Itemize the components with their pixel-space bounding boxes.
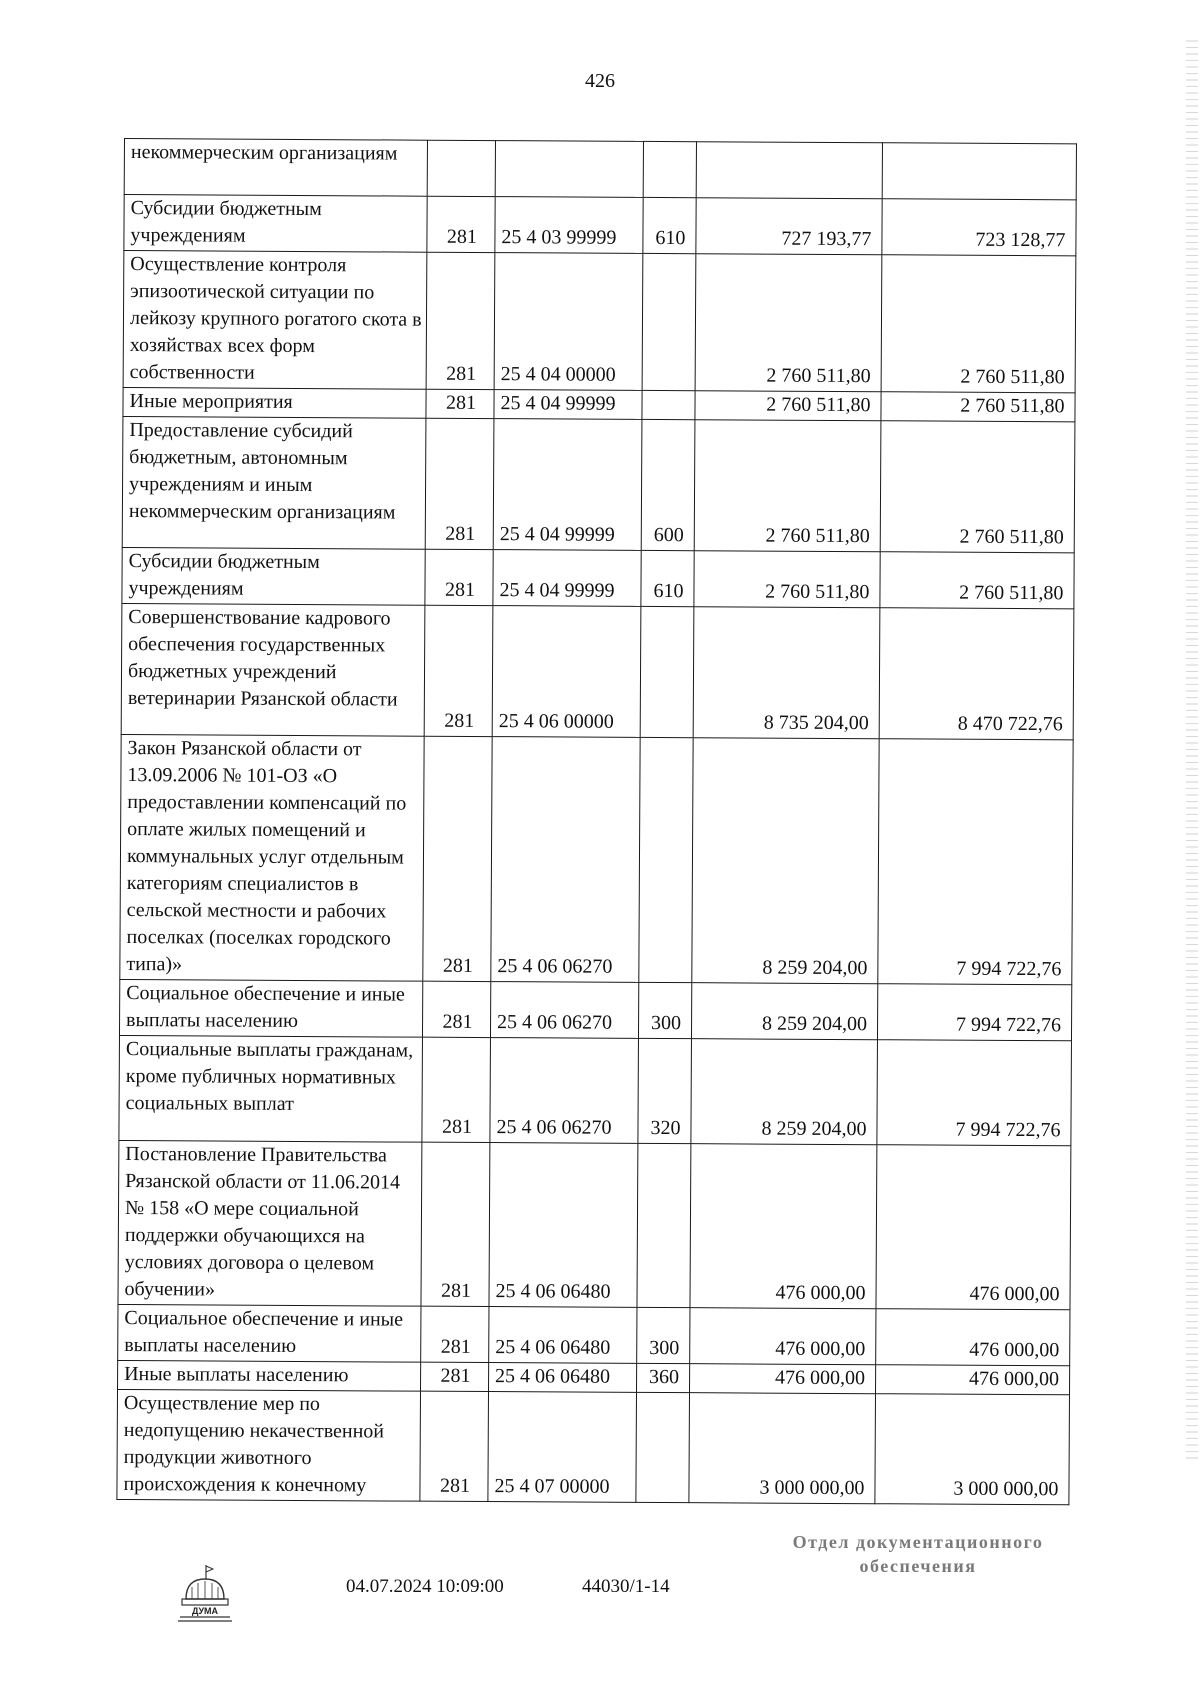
gr-code-cell: 281 <box>422 1037 491 1142</box>
gr-code-cell: 281 <box>421 1306 489 1362</box>
gr-code-cell <box>427 140 495 196</box>
budget-table <box>116 138 1077 1505</box>
table-row <box>119 979 1071 1040</box>
csr-code-cell: 25 4 06 06270 <box>490 1038 639 1144</box>
csr-code-cell: 25 4 06 06480 <box>489 1143 638 1308</box>
csr-code-cell: 25 4 04 00000 <box>494 253 643 391</box>
table-row <box>117 1389 1070 1504</box>
amount-cell-2: 476 000,00 <box>875 1365 1069 1395</box>
vr-code-cell <box>642 390 695 419</box>
row-name-cell: Совершенствование кадрового обеспечения государственных бюджетных учреждений ветеринарии Рязанской области <box>121 603 425 736</box>
csr-code-cell: 25 4 06 06480 <box>489 1307 637 1364</box>
stamp-line-2: обеспечения <box>859 1556 977 1576</box>
amount-cell-1: 2 760 511,80 <box>695 391 881 421</box>
row-name-cell: Осуществление контроля эпизоотической ситуации по лейкозу крупного рогатого скота в хозяйствах всех форм собственности <box>123 251 427 390</box>
amount-cell-2: 7 994 722,76 <box>878 739 1073 985</box>
scan-edge-artifact <box>1186 40 1198 1460</box>
table-row <box>122 547 1074 608</box>
footer-document-number: 44030/1-14 <box>582 1576 670 1597</box>
row-name-cell: Субсидии бюджетным учреждениям <box>124 195 427 253</box>
duma-logo-icon <box>176 1563 234 1625</box>
amount-cell-2: 2 760 511,80 <box>881 255 1076 393</box>
vr-code-cell: 320 <box>638 1038 692 1143</box>
amount-cell-2: 8 470 722,76 <box>879 608 1074 740</box>
row-name-cell: Предоставление субсидий бюджетным, автономным учреждениям и иным некоммерческим организациям <box>122 416 426 549</box>
amount-cell-1: 727 193,77 <box>696 198 882 255</box>
page-number: 426 <box>585 70 615 92</box>
csr-code-cell: 25 4 04 99999 <box>493 419 642 551</box>
amount-cell-2: 7 994 722,76 <box>877 1040 1072 1146</box>
csr-code-cell: 25 4 04 99999 <box>494 390 642 420</box>
department-stamp <box>768 1530 1068 1578</box>
row-name-cell: Социальное обеспечение и иные выплаты населению <box>118 1304 421 1362</box>
table-row <box>122 416 1075 552</box>
amount-cell-1: 3 000 000,00 <box>689 1393 876 1504</box>
amount-cell-2: 2 760 511,80 <box>880 421 1075 553</box>
row-name-cell: некоммерческим организациям <box>124 139 427 197</box>
vr-code-cell: 610 <box>641 550 694 606</box>
gr-code-cell: 281 <box>426 389 494 418</box>
amount-cell-2: 7 994 722,76 <box>877 984 1071 1041</box>
amount-cell-1: 476 000,00 <box>690 1144 877 1309</box>
gr-code-cell: 281 <box>424 605 493 736</box>
row-name-cell: Постановление Правительства Рязанской области от 11.06.2014 № 158 «О мере социальной поддержки обучающихся на условиях договора о целевом обучении» <box>118 1140 422 1306</box>
table-row <box>119 1035 1072 1145</box>
gr-code-cell: 281 <box>423 736 492 981</box>
amount-cell-1: 2 760 511,80 <box>695 254 882 392</box>
csr-code-cell: 25 4 06 00000 <box>492 606 641 738</box>
table-row <box>124 139 1076 200</box>
amount-cell-2: 476 000,00 <box>876 1309 1070 1366</box>
amount-cell-1: 8 259 204,00 <box>691 1039 878 1145</box>
gr-code-cell: 281 <box>420 1391 489 1501</box>
table-row <box>118 1304 1070 1365</box>
amount-cell-1: 8 735 204,00 <box>693 607 880 739</box>
vr-code-cell <box>639 737 693 982</box>
vr-code-cell <box>636 1392 690 1502</box>
gr-code-cell: 281 <box>425 418 494 549</box>
table-row <box>118 1140 1071 1309</box>
amount-cell-1: 476 000,00 <box>690 1308 876 1365</box>
vr-code-cell: 610 <box>643 197 696 253</box>
table-row <box>124 195 1076 256</box>
gr-code-cell: 281 <box>421 1142 490 1306</box>
csr-code-cell: 25 4 07 00000 <box>488 1392 637 1503</box>
csr-code-cell: 25 4 06 06270 <box>491 737 640 983</box>
amount-cell-2: 476 000,00 <box>876 1145 1071 1310</box>
vr-code-cell: 360 <box>637 1363 690 1392</box>
table-row <box>121 603 1074 739</box>
svg-text:ДУМА: ДУМА <box>191 1606 219 1616</box>
row-name-cell: Иные выплаты населению <box>118 1360 421 1391</box>
stamp-line-1: Отдел документационного <box>792 1532 1044 1552</box>
table-row <box>120 734 1073 984</box>
gr-code-cell: 281 <box>422 981 490 1037</box>
gr-code-cell: 281 <box>426 252 495 389</box>
csr-code-cell: 25 4 06 06480 <box>489 1363 637 1393</box>
amount-cell-2: 723 128,77 <box>882 199 1076 256</box>
row-name-cell: Социальные выплаты гражданам, кроме публичных нормативных социальных выплат <box>119 1035 423 1142</box>
vr-code-cell <box>642 253 696 390</box>
amount-cell-1: 8 259 204,00 <box>691 983 877 1040</box>
csr-code-cell <box>495 141 643 198</box>
amount-cell-2: 2 760 511,80 <box>881 392 1075 422</box>
row-name-cell: Иные мероприятия <box>123 387 426 418</box>
footer-timestamp: 04.07.2024 10:09:00 <box>346 1576 504 1597</box>
row-name-cell: Социальное обеспечение и иные выплаты населению <box>119 979 422 1037</box>
csr-code-cell: 25 4 04 99999 <box>493 550 641 607</box>
vr-code-cell <box>640 606 694 737</box>
gr-code-cell: 281 <box>421 1362 489 1391</box>
amount-cell-1: 2 760 511,80 <box>694 551 880 608</box>
budget-table-wrapper <box>116 138 1076 1505</box>
amount-cell-2 <box>882 143 1076 200</box>
csr-code-cell: 25 4 06 06270 <box>490 982 638 1039</box>
vr-code-cell <box>643 141 696 197</box>
amount-cell-2: 2 760 511,80 <box>880 552 1074 609</box>
row-name-cell: Закон Рязанской области от 13.09.2006 № 101-ОЗ «О предоставлении компенсаций по оплате жилых помещений и коммунальных услуг отдельным категориям специалистов в сельской местности и рабочих поселках (поселках городского типа)» <box>120 734 424 981</box>
amount-cell-1: 476 000,00 <box>690 1364 876 1394</box>
vr-code-cell: 300 <box>638 982 691 1038</box>
csr-code-cell: 25 4 03 99999 <box>495 197 643 254</box>
table-row <box>123 251 1076 393</box>
gr-code-cell: 281 <box>425 549 493 605</box>
vr-code-cell <box>637 1143 691 1307</box>
row-name-cell: Субсидии бюджетным учреждениям <box>122 547 425 605</box>
vr-code-cell: 300 <box>637 1307 690 1363</box>
amount-cell-2: 3 000 000,00 <box>875 1394 1070 1505</box>
row-name-cell: Осуществление мер по недопущению некачественной продукции животного происхождения к конечному <box>117 1389 421 1501</box>
amount-cell-1: 8 259 204,00 <box>692 738 879 984</box>
amount-cell-1 <box>696 142 882 199</box>
amount-cell-1: 2 760 511,80 <box>694 420 881 552</box>
gr-code-cell: 281 <box>427 196 495 252</box>
vr-code-cell: 600 <box>641 419 695 550</box>
